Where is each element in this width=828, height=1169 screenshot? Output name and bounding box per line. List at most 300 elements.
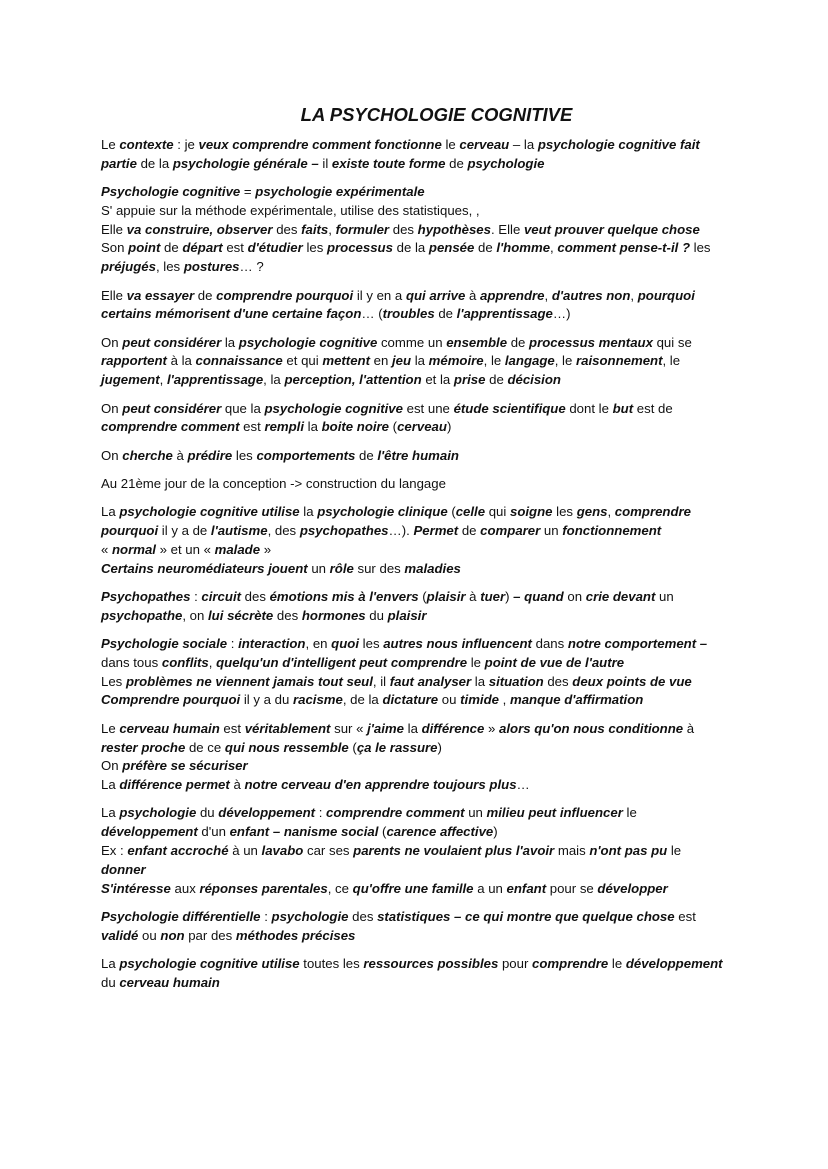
emphasized-text: celle [455, 504, 486, 520]
plain-text: le [467, 654, 485, 670]
plain-text: à [172, 447, 188, 463]
plain-text: de [355, 447, 378, 463]
plain-text: pour se [546, 880, 598, 896]
emphasized-text: va essayer [126, 287, 195, 303]
emphasized-text: notre cerveau d'en apprendre toujours plus [244, 777, 517, 793]
text-line [101, 635, 732, 654]
plain-text: le [441, 137, 460, 152]
plain-text: de [194, 287, 217, 303]
emphasized-text: psychologie cognitive [238, 334, 378, 350]
plain-text: : [190, 588, 202, 604]
emphasized-text: deux points de vue [572, 673, 692, 689]
emphasized-text: préfère se sécuriser [122, 758, 248, 774]
paragraph [101, 287, 732, 325]
emphasized-text: l'apprentissage [166, 372, 264, 388]
plain-text: est de [633, 400, 673, 416]
emphasized-text: conflits [161, 654, 209, 670]
plain-text: est [219, 720, 245, 736]
emphasized-text: cerveau [459, 137, 510, 152]
plain-text: ou [138, 927, 161, 943]
plain-text: ) [493, 824, 498, 840]
text-line [101, 202, 732, 221]
plain-text: , [544, 287, 552, 303]
emphasized-text: faits [301, 221, 329, 237]
emphasized-text: fonctionnement [562, 523, 662, 539]
plain-text: , [328, 221, 336, 237]
emphasized-text: lavabo [261, 843, 304, 858]
emphasized-text: émotions mis à l'envers [269, 588, 419, 604]
emphasized-text: d'autres non [551, 287, 631, 303]
emphasized-text: Certains neuromédiateurs jouent [101, 560, 308, 576]
text-line [101, 804, 732, 823]
plain-text: il y en a [353, 287, 406, 303]
emphasized-text: l'autisme [210, 523, 268, 539]
plain-text: des [241, 588, 270, 604]
emphasized-text: étude scientifique [453, 400, 566, 416]
plain-text: On [101, 334, 123, 350]
emphasized-text: certains mémorisent d'une certaine façon [101, 306, 362, 322]
plain-text: ( [447, 504, 456, 520]
emphasized-text: prise [453, 372, 486, 388]
plain-text: » et un « [155, 541, 215, 557]
emphasized-text: alors qu'on nous conditionne [499, 720, 684, 736]
plain-text: … [516, 777, 530, 793]
emphasized-text: l'être humain [377, 447, 459, 463]
emphasized-text: psychopathe [101, 607, 183, 623]
plain-text: les [359, 636, 384, 652]
text-line [101, 371, 732, 390]
plain-text: un [655, 588, 674, 604]
plain-text: Elle [101, 221, 127, 237]
emphasized-text: psychologie [467, 155, 545, 171]
text-line [101, 955, 732, 974]
emphasized-text: jeu [391, 353, 412, 369]
paragraph [101, 503, 732, 578]
plain-text: le [622, 805, 637, 821]
plain-text: aux [170, 880, 200, 896]
emphasized-text: enfant [506, 880, 547, 896]
plain-text: la [411, 353, 429, 369]
plain-text: le [667, 843, 682, 858]
plain-text: ) [437, 739, 442, 755]
text-line [101, 588, 732, 607]
emphasized-text: parents ne voulaient plus l'avoir [353, 843, 555, 858]
plain-text: Son [101, 240, 129, 256]
paragraph [101, 475, 732, 494]
emphasized-text: processus mentaux [529, 334, 653, 350]
emphasized-text: mettent [322, 353, 370, 369]
plain-text: , [498, 692, 510, 708]
plain-text: « [101, 541, 112, 557]
plain-text: la [304, 419, 322, 435]
emphasized-text: faut analyser [389, 673, 472, 689]
plain-text: ( [348, 739, 357, 755]
plain-text: des [389, 221, 418, 237]
emphasized-text: plaisir [426, 588, 466, 604]
plain-text: a un [473, 880, 507, 896]
text-line [101, 739, 732, 758]
text-line [101, 352, 732, 371]
paragraph [101, 908, 732, 946]
plain-text: la [299, 504, 318, 520]
emphasized-text: qui arrive [405, 287, 466, 303]
emphasized-text: hypothèses [417, 221, 491, 237]
plain-text: dans [531, 636, 568, 652]
emphasized-text: développement [625, 955, 723, 971]
emphasized-text: psychologie cognitive fait [537, 137, 700, 152]
emphasized-text: ressources possibles [363, 955, 499, 971]
text-line [101, 305, 732, 324]
plain-text: Le [101, 720, 120, 736]
plain-text: un [540, 523, 563, 539]
plain-text: , [607, 504, 615, 520]
emphasized-text: va construire, observer [126, 221, 273, 237]
plain-text: par des [184, 927, 236, 943]
plain-text: On [101, 758, 123, 774]
emphasized-text: différence [421, 720, 485, 736]
emphasized-text: apprendre [479, 287, 545, 303]
plain-text: à la [166, 353, 196, 369]
emphasized-text: Comprendre pourquoi [101, 692, 241, 708]
emphasized-text: d'étudier [247, 240, 303, 256]
plain-text: de [458, 523, 481, 539]
paragraph [101, 136, 732, 174]
text-line [101, 673, 732, 692]
emphasized-text: développer [597, 880, 668, 896]
emphasized-text: ça le rassure [356, 739, 438, 755]
emphasized-text: hormones [301, 607, 366, 623]
emphasized-text: psychopathes [299, 523, 389, 539]
emphasized-text: processus [326, 240, 393, 256]
plain-text: de ce [185, 739, 225, 755]
text-line [101, 908, 732, 927]
plain-text: : [227, 636, 239, 652]
plain-text: sur « [330, 720, 368, 736]
plain-text: des [273, 607, 302, 623]
emphasized-text: problèmes ne viennent jamais tout seul [125, 673, 373, 689]
emphasized-text: notre comportement – [567, 636, 708, 652]
plain-text: du [196, 805, 219, 821]
text-line [101, 842, 732, 861]
emphasized-text: qu'offre une famille [352, 880, 474, 896]
emphasized-text: comprendre [614, 504, 692, 520]
plain-text: , [208, 654, 217, 670]
plain-text: les [552, 504, 577, 520]
emphasized-text: cerveau humain [119, 974, 220, 990]
emphasized-text: méthodes précises [235, 927, 356, 943]
text-line [101, 560, 732, 579]
emphasized-text: malade [214, 541, 261, 557]
plain-text: à [465, 588, 481, 604]
emphasized-text: milieu peut influencer [486, 805, 623, 821]
plain-text: qui se [652, 334, 692, 350]
text-line [101, 418, 732, 437]
emphasized-text: comprendre comment [101, 419, 240, 435]
emphasized-text: point [128, 240, 161, 256]
plain-text: Les [101, 673, 126, 689]
emphasized-text: décision [507, 372, 561, 388]
plain-text: – la [509, 137, 538, 152]
plain-text: toutes les [299, 955, 364, 971]
emphasized-text: quelqu'un d'intelligent peut comprendre [216, 654, 468, 670]
plain-text: un [464, 805, 487, 821]
emphasized-text: enfant accroché [127, 843, 229, 858]
emphasized-text: – quand [513, 588, 564, 604]
plain-text: de [434, 306, 457, 322]
plain-text: de [485, 372, 508, 388]
plain-text: On [101, 447, 123, 463]
plain-text: la [471, 673, 489, 689]
emphasized-text: statistiques – ce qui montre que quelque chose [377, 908, 675, 924]
text-line [101, 691, 732, 710]
emphasized-text: gens [576, 504, 608, 520]
emphasized-text: veux comprendre comment fonctionne [198, 137, 442, 152]
emphasized-text: développement [101, 824, 198, 840]
plain-text: de [474, 240, 497, 256]
plain-text: , des [267, 523, 300, 539]
plain-text: il y a de [158, 523, 211, 539]
emphasized-text: comparer [480, 523, 541, 539]
emphasized-text: veut prouver quelque chose [523, 221, 700, 237]
text-line [101, 503, 732, 522]
emphasized-text: but [612, 400, 634, 416]
emphasized-text: ensemble [446, 334, 508, 350]
emphasized-text: réponses parentales [199, 880, 328, 896]
emphasized-text: n'ont pas pu [589, 843, 668, 858]
emphasized-text: jugement [101, 372, 160, 388]
emphasized-text: psychologie [271, 908, 349, 924]
text-line [101, 258, 732, 277]
plain-text: un [307, 560, 330, 576]
emphasized-text: cherche [122, 447, 173, 463]
plain-text: , en [305, 636, 332, 652]
text-line [101, 541, 732, 560]
emphasized-text: formuler [335, 221, 390, 237]
plain-text: : [315, 805, 327, 821]
emphasized-text: S'intéresse [101, 880, 171, 896]
emphasized-text: cerveau [397, 419, 447, 435]
emphasized-text: psychologie [119, 805, 197, 821]
text-line [101, 522, 732, 541]
text-line [101, 136, 732, 155]
plain-text: . Elle [490, 221, 524, 237]
plain-text: : [260, 908, 272, 924]
plain-text: » [484, 720, 500, 736]
emphasized-text: cerveau humain [119, 720, 220, 736]
plain-text: , ce [327, 880, 353, 896]
emphasized-text: Permet [413, 523, 459, 539]
plain-text: , le [554, 353, 576, 369]
paragraph [101, 635, 732, 710]
emphasized-text: l'apprentissage [456, 306, 553, 322]
plain-text: de [507, 334, 530, 350]
plain-text: Elle [101, 287, 127, 303]
plain-text: mais [554, 843, 590, 858]
plain-text: de [160, 240, 183, 256]
emphasized-text: troubles [382, 306, 435, 322]
emphasized-text: l'homme [496, 240, 551, 256]
emphasized-text: racisme [292, 692, 343, 708]
emphasized-text: boite noire [321, 419, 390, 435]
plain-text: est [239, 419, 265, 435]
text-line [101, 239, 732, 258]
plain-text: , [550, 240, 558, 256]
plain-text: , il [372, 673, 390, 689]
text-line [101, 334, 732, 353]
plain-text: il [318, 155, 332, 171]
emphasized-text: tuer [480, 588, 506, 604]
emphasized-text: contexte [119, 137, 174, 152]
paragraph [101, 400, 732, 438]
text-line [101, 221, 732, 240]
emphasized-text: prédire [187, 447, 233, 463]
emphasized-text: mémoire [428, 353, 484, 369]
plain-text: des [543, 673, 573, 689]
text-line [101, 776, 732, 795]
emphasized-text: autres nous influencent [383, 636, 532, 652]
emphasized-text: préjugés [101, 259, 156, 275]
plain-text: de la [392, 240, 429, 256]
plain-text: , de la [342, 692, 383, 708]
emphasized-text: lui sécrète [208, 607, 274, 623]
text-line [101, 287, 732, 306]
emphasized-text: existe toute forme [331, 155, 446, 171]
emphasized-text: psychologie cognitive utilise [119, 504, 300, 520]
page-title: LA PSYCHOLOGIE COGNITIVE [300, 104, 573, 125]
emphasized-text: quoi [331, 636, 360, 652]
text-line [101, 823, 732, 842]
text-line [101, 880, 732, 899]
emphasized-text: départ [182, 240, 223, 256]
emphasized-text: comment pense-t-il ? [557, 240, 690, 256]
plain-text: , les [155, 259, 184, 275]
text-line [101, 400, 732, 419]
plain-text: à [683, 720, 695, 736]
plain-text: du [365, 607, 388, 623]
plain-text: Au 21ème jour de la conception -> construction du langage [101, 475, 446, 491]
paragraph [101, 183, 732, 277]
plain-text: ) [505, 588, 514, 604]
plain-text: …). [388, 523, 414, 539]
text-line [101, 654, 732, 673]
text-line [101, 974, 732, 993]
emphasized-text: partie [101, 155, 137, 171]
emphasized-text: enfant – nanisme social [229, 824, 379, 840]
plain-text: est [674, 908, 696, 924]
plain-text: On [101, 400, 123, 416]
plain-text: de [445, 155, 468, 171]
emphasized-text: connaissance [195, 353, 283, 369]
emphasized-text: comprendre comment [326, 805, 465, 821]
plain-text: , la [263, 372, 285, 388]
plain-text: = [240, 184, 256, 200]
plain-text: comme un [377, 334, 447, 350]
emphasized-text: non [160, 927, 185, 943]
emphasized-text: rempli [264, 419, 305, 435]
paragraph [101, 447, 732, 466]
emphasized-text: différence permet [119, 777, 230, 793]
plain-text: dont le [565, 400, 613, 416]
text-line [101, 720, 732, 739]
emphasized-text: j'aime [367, 720, 404, 736]
plain-text: le [608, 955, 626, 971]
emphasized-text: développement [218, 805, 316, 821]
emphasized-text: rapportent [101, 353, 167, 369]
emphasized-text: langage [504, 353, 555, 369]
plain-text: et qui [282, 353, 323, 369]
paragraph [101, 720, 732, 795]
emphasized-text: comportements [256, 447, 356, 463]
plain-text: pour [498, 955, 533, 971]
emphasized-text: Psychologie cognitive [101, 184, 241, 200]
text-line [101, 757, 732, 776]
text-line [101, 475, 732, 494]
plain-text: il y a du [240, 692, 293, 708]
plain-text: la [221, 334, 239, 350]
emphasized-text: pourquoi [101, 523, 159, 539]
plain-text: ( [378, 824, 387, 840]
emphasized-text: plaisir [387, 607, 427, 623]
plain-text: les [232, 447, 257, 463]
plain-text: S' appuie sur la méthode expérimentale, utilise des statistiques, , [101, 202, 480, 218]
emphasized-text: comprendre pourquoi [216, 287, 354, 303]
plain-text: des [272, 221, 302, 237]
plain-text: on [563, 588, 586, 604]
plain-text: …) [552, 306, 571, 322]
plain-text: la [403, 720, 422, 736]
emphasized-text: crie devant [585, 588, 656, 604]
plain-text: car ses [303, 843, 354, 858]
paragraph [101, 804, 732, 898]
emphasized-text: donner [101, 861, 146, 877]
emphasized-text: raisonnement [576, 353, 663, 369]
plain-text: , on [182, 607, 209, 623]
document-body [101, 136, 732, 993]
emphasized-text: psychologie cognitive utilise [119, 955, 300, 971]
plain-text: ou [438, 692, 461, 708]
plain-text: du [101, 974, 120, 990]
text-line [101, 155, 732, 174]
plain-text: en [369, 353, 392, 369]
emphasized-text: psychologie expérimentale [255, 184, 425, 200]
plain-text: ( [418, 588, 427, 604]
plain-text: à un [228, 843, 262, 858]
plain-text: des [348, 908, 378, 924]
emphasized-text: Psychologie différentielle [101, 908, 261, 924]
plain-text: La [101, 955, 120, 971]
emphasized-text: timide [460, 692, 499, 708]
plain-text: dans tous [101, 654, 162, 670]
plain-text: Le [101, 137, 120, 152]
paragraph [101, 588, 732, 626]
emphasized-text: peut considérer [122, 334, 222, 350]
plain-text: à [465, 287, 480, 303]
text-line [101, 607, 732, 626]
emphasized-text: soigne [510, 504, 553, 520]
emphasized-text: psychologie générale – [172, 155, 319, 171]
emphasized-text: carence affective [386, 824, 494, 840]
plain-text: , [159, 372, 167, 388]
emphasized-text: rôle [329, 560, 354, 576]
plain-text: d'un [197, 824, 230, 840]
text-line [101, 183, 732, 202]
emphasized-text: perception, l'attention [284, 372, 422, 388]
plain-text: est [222, 240, 248, 256]
emphasized-text: maladies [404, 560, 461, 576]
emphasized-text: comprendre [532, 955, 609, 971]
plain-text: , [630, 287, 638, 303]
text-line [101, 927, 732, 946]
